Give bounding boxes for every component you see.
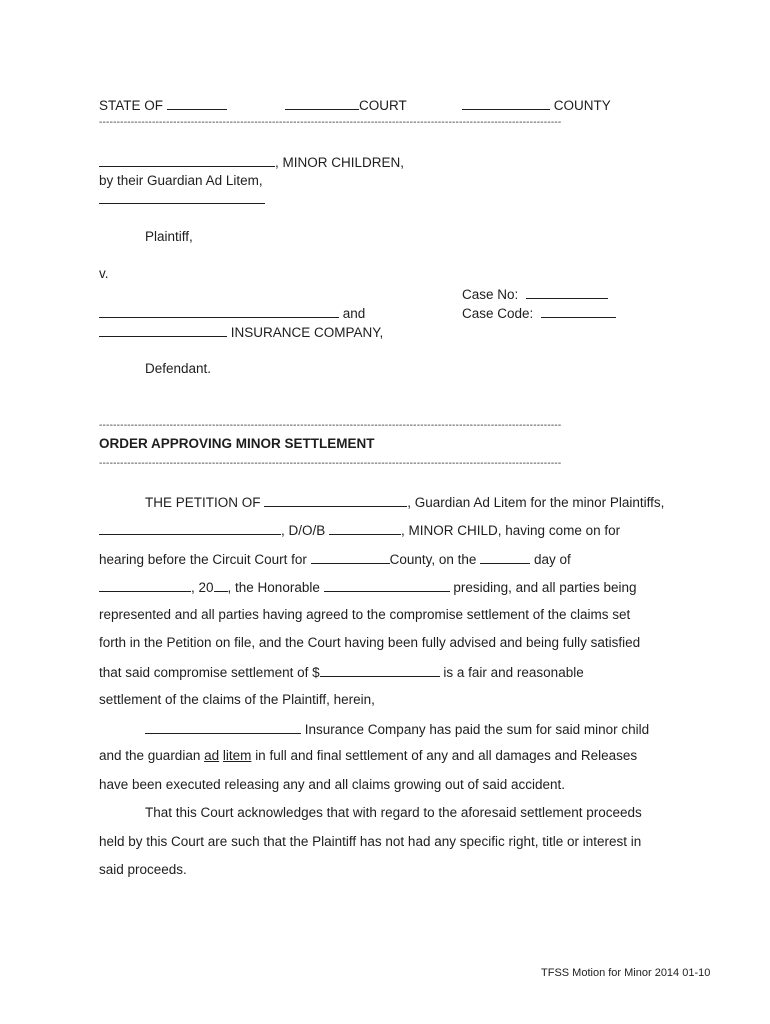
- paragraph-3-line-3: said proceeds.: [99, 862, 187, 877]
- body-line-2: [99, 521, 620, 539]
- minor-child-text: , MINOR CHILD, having come on for: [401, 523, 621, 538]
- petitioner-blank[interactable]: [264, 493, 407, 507]
- petition-of-label: THE PETITION OF: [145, 495, 261, 510]
- county-blank[interactable]: [462, 96, 550, 110]
- paragraph-3-line-2: held by this Court are such that the Plaintiff has not had any specific right, title or interest in: [99, 834, 642, 849]
- case-no-label: Case No:: [462, 287, 519, 302]
- full-final-text: in full and final settlement of any and all damages and Releases: [255, 748, 638, 763]
- insurer-paid-text: Insurance Company has paid the sum for said minor child: [304, 722, 650, 737]
- insurer-blank[interactable]: [145, 720, 301, 734]
- minor-children-blank[interactable]: [99, 153, 275, 167]
- year-prefix: , 20: [191, 580, 214, 595]
- litem-word: litem: [222, 748, 252, 763]
- day-of-text: day of: [533, 552, 571, 567]
- and-label: and: [342, 306, 366, 321]
- county-label: COUNTY: [553, 98, 611, 113]
- ad-word: ad: [204, 748, 220, 763]
- footer-text: TFSS Motion for Minor 2014 01-10: [541, 967, 711, 979]
- paragraph-2-line-1: [145, 720, 649, 738]
- insurance-line: [99, 323, 383, 341]
- fair-reasonable-text: is a fair and reasonable: [443, 665, 584, 680]
- minor-name-blank[interactable]: [99, 521, 281, 535]
- body-line-5: represented and all parties having agreed to the compromise settlement of the claims set: [99, 607, 631, 622]
- county-on-text: County, on the: [389, 552, 477, 567]
- case-code-label: Case Code:: [462, 306, 534, 321]
- state-of-line: [99, 96, 227, 114]
- month-blank[interactable]: [99, 578, 191, 592]
- body-line-1: [145, 493, 664, 511]
- insurance-label: INSURANCE COMPANY,: [230, 325, 384, 340]
- separator-title-top: -----------------------------------------------------------------------------------------------------------------------------------: [99, 421, 562, 431]
- county-line: [462, 96, 611, 114]
- body-line-3: [99, 550, 571, 568]
- circuit-county-blank[interactable]: [311, 550, 390, 564]
- paragraph-3-line-1: That this Court acknowledges that with regard to the aforesaid settlement proceeds: [145, 805, 642, 820]
- paragraph-2-line-2: [99, 748, 637, 764]
- defendant-name-line: [99, 304, 365, 322]
- day-blank[interactable]: [480, 550, 530, 564]
- defendant-label: Defendant.: [145, 361, 212, 376]
- dob-blank[interactable]: [329, 521, 401, 535]
- order-title: ORDER APPROVING MINOR SETTLEMENT: [99, 436, 375, 451]
- versus-label: v.: [99, 266, 109, 281]
- case-no-line: [462, 285, 608, 303]
- defendant-name-blank[interactable]: [99, 304, 339, 318]
- state-label: STATE OF: [99, 98, 163, 113]
- paragraph-2-line-3: have been executed releasing any and all claims growing out of said accident.: [99, 777, 566, 792]
- judge-blank[interactable]: [324, 578, 450, 592]
- guardian-name-blank[interactable]: [99, 190, 265, 204]
- year-blank[interactable]: [214, 578, 228, 592]
- body-line-4: [99, 578, 637, 596]
- dob-label: , D/O/B: [281, 523, 326, 538]
- plaintiff-label: Plaintiff,: [145, 229, 193, 244]
- body-line-7: [99, 663, 584, 681]
- settlement-of-text: that said compromise settlement of $: [99, 665, 320, 680]
- amount-blank[interactable]: [320, 663, 440, 677]
- body-line-8: settlement of the claims of the Plaintiff, herein,: [99, 692, 375, 707]
- court-blank[interactable]: [285, 96, 359, 110]
- court-label: COURT: [359, 98, 407, 113]
- separator-title-bottom: -----------------------------------------------------------------------------------------------------------------------------------: [99, 459, 562, 469]
- honorable-text: , the Honorable: [227, 580, 320, 595]
- case-code-line: [462, 304, 616, 322]
- hearing-text: hearing before the Circuit Court for: [99, 552, 307, 567]
- case-no-blank[interactable]: [526, 285, 608, 299]
- minor-children-label: , MINOR CHILDREN,: [275, 155, 405, 170]
- guardian-line: by their Guardian Ad Litem,: [99, 173, 263, 188]
- guardian-and-text: and the guardian: [99, 748, 201, 763]
- court-line: [285, 96, 407, 114]
- guardian-text: , Guardian Ad Litem for the minor Plaintiffs,: [407, 495, 665, 510]
- presiding-text: presiding, and all parties being: [453, 580, 637, 595]
- minor-children-line: [99, 153, 404, 171]
- case-code-blank[interactable]: [541, 304, 616, 318]
- guardian-name-line: [99, 190, 265, 208]
- separator-top: -----------------------------------------------------------------------------------------------------------------------------------: [99, 118, 562, 128]
- state-blank[interactable]: [167, 96, 227, 110]
- insurance-blank[interactable]: [99, 323, 227, 337]
- body-line-6: forth in the Petition on file, and the Court having been fully advised and being fully satisfied: [99, 635, 641, 650]
